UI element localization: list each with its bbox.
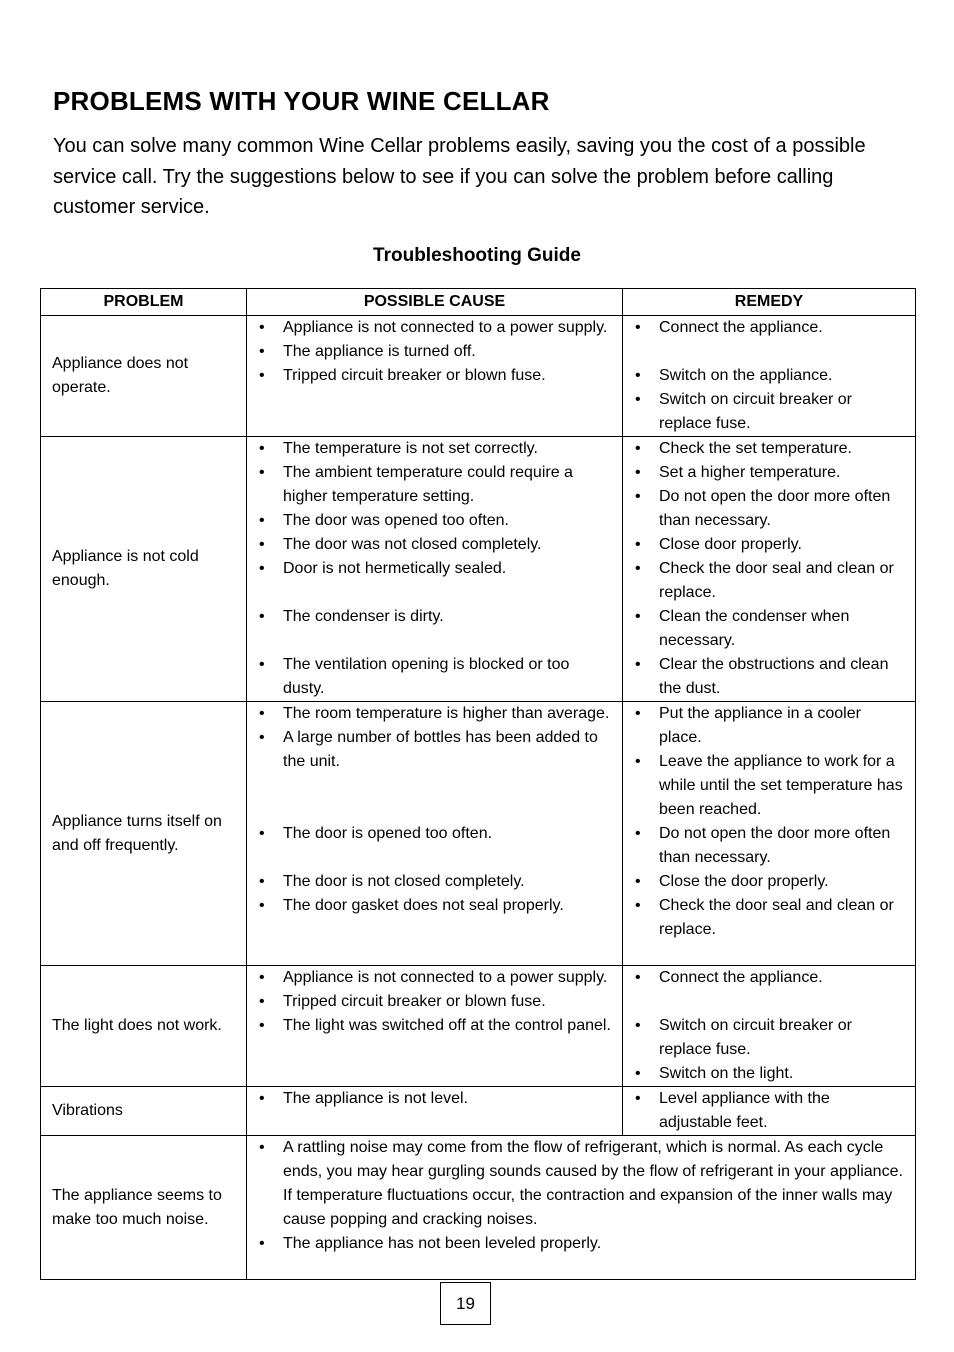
cause-cell (247, 1087, 623, 1136)
cause-item: • The condenser is dirty. (257, 605, 614, 629)
remedy-item: • Close door properly. (633, 533, 907, 557)
page-title: PROBLEMS WITH YOUR WINE CELLAR (53, 86, 550, 116)
cause-cell (247, 437, 623, 702)
page-number: 19 (440, 1282, 491, 1325)
cause-item: • The door was not closed completely. (257, 533, 614, 557)
remedy-cell (623, 316, 916, 437)
remedy-item: • Leave the appliance to work for a while until the set temperature has been reached. (633, 750, 907, 822)
cause-item: • The temperature is not set correctly. (257, 437, 614, 461)
table-row (41, 316, 916, 437)
cause-cell (247, 702, 623, 966)
cause-item: • The ambient temperature could require a higher temperature setting. (257, 461, 614, 509)
remedy-item: • Put the appliance in a cooler place. (633, 702, 907, 750)
remedy-cell (623, 702, 916, 966)
cause-item: • A rattling noise may come from the flow of refrigerant, which is normal. As each cycle ends, you may hear gurgling sounds caused by the flow of refrigerant in your appliance. If temperature fluctuations occur, the contraction and expansion of the inner walls may cause popping and cracking noises. (257, 1136, 907, 1232)
table-row (41, 966, 916, 1087)
cause-item: • The ventilation opening is blocked or too dusty. (257, 653, 614, 701)
cause-cell (247, 966, 623, 1087)
problem-cell: Appliance is not cold enough. (41, 437, 247, 702)
remedy-item: • Check the door seal and clean or replace. (633, 557, 907, 605)
table-row (41, 1087, 916, 1136)
table-header-row (41, 289, 916, 316)
troubleshooting-table (40, 288, 916, 1280)
remedy-item: • Check the door seal and clean or replace. (633, 894, 907, 942)
cause-item: • The door is opened too often. (257, 822, 614, 846)
column-header-remedy: REMEDY (623, 289, 916, 316)
remedy-item: • Do not open the door more often than necessary. (633, 822, 907, 870)
table-row (41, 702, 916, 966)
cause-item: • The appliance is turned off. (257, 340, 614, 364)
cause-item: • A large number of bottles has been added to the unit. (257, 726, 614, 774)
cause-item: • The door was opened too often. (257, 509, 614, 533)
remedy-item: • Set a higher temperature. (633, 461, 907, 485)
cause-item: • The door is not closed completely. (257, 870, 614, 894)
remedy-cell (623, 966, 916, 1087)
table-row (41, 1136, 916, 1280)
problem-cell: The appliance seems to make too much noise. (41, 1136, 247, 1280)
remedy-item: • Switch on circuit breaker or replace fuse. (633, 1014, 907, 1062)
remedy-item: • Level appliance with the adjustable feet. (633, 1087, 907, 1135)
cause-cell (247, 316, 623, 437)
column-header-cause: POSSIBLE CAUSE (247, 289, 623, 316)
remedy-cell (623, 437, 916, 702)
table-row (41, 437, 916, 702)
cause-item: • Appliance is not connected to a power supply. (257, 316, 614, 340)
problem-cell: The light does not work. (41, 966, 247, 1087)
remedy-item: • Switch on the appliance. (633, 364, 907, 388)
remedy-item: • Connect the appliance. (633, 966, 907, 990)
cause-item: • Tripped circuit breaker or blown fuse. (257, 364, 614, 388)
guide-title: Troubleshooting Guide (373, 245, 581, 266)
remedy-item: • Check the set temperature. (633, 437, 907, 461)
cause-item: • The room temperature is higher than average. (257, 702, 614, 726)
cause-item: • The appliance has not been leveled properly. (257, 1232, 907, 1256)
intro-paragraph: You can solve many common Wine Cellar problems easily, saving you the cost of a possible service call. Try the suggestions below to see if you can solve the problem before calling customer service. (53, 135, 866, 218)
remedy-item: • Connect the appliance. (633, 316, 907, 340)
cause-item: • Tripped circuit breaker or blown fuse. (257, 990, 614, 1014)
cause-item: • The door gasket does not seal properly. (257, 894, 614, 918)
problem-cell: Appliance does not operate. (41, 316, 247, 437)
cause-cell (247, 1136, 916, 1280)
cause-item: • Appliance is not connected to a power supply. (257, 966, 614, 990)
cause-item: • The light was switched off at the control panel. (257, 1014, 614, 1038)
remedy-item: • Close the door properly. (633, 870, 907, 894)
problem-cell: Appliance turns itself on and off frequently. (41, 702, 247, 966)
remedy-item: • Switch on the light. (633, 1062, 907, 1086)
remedy-item: • Switch on circuit breaker or replace fuse. (633, 388, 907, 436)
problem-cell: Vibrations (41, 1087, 247, 1136)
remedy-item: • Do not open the door more often than necessary. (633, 485, 907, 533)
cause-item: • The appliance is not level. (257, 1087, 614, 1111)
cause-item: • Door is not hermetically sealed. (257, 557, 614, 581)
column-header-problem: PROBLEM (41, 289, 247, 316)
remedy-item: • Clear the obstructions and clean the dust. (633, 653, 907, 701)
remedy-cell (623, 1087, 916, 1136)
remedy-item: • Clean the condenser when necessary. (633, 605, 907, 653)
